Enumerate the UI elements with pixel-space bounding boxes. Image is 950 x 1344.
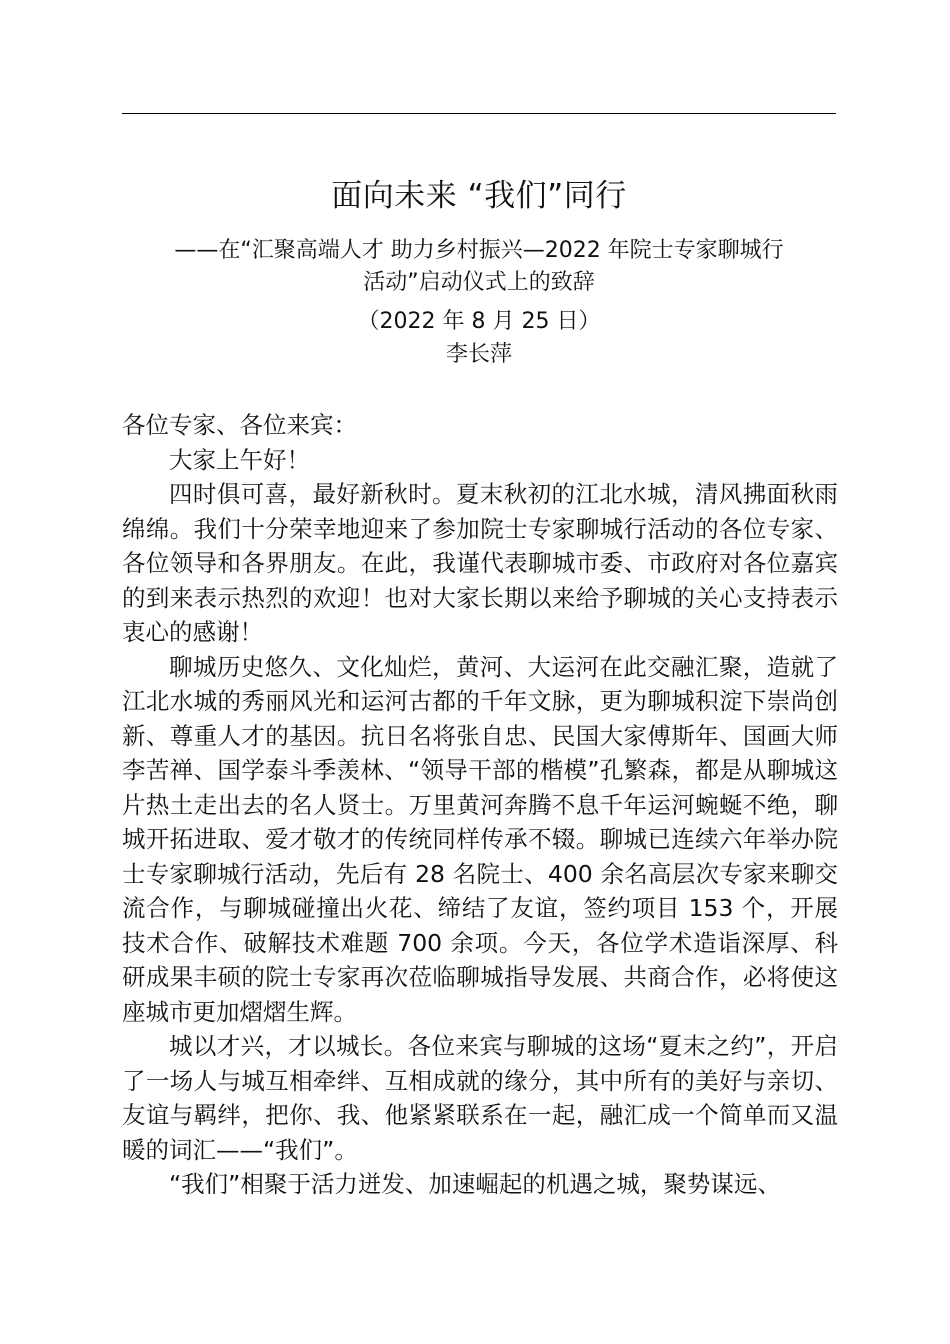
paragraph: “我们”相聚于活力迸发、加速崛起的机遇之城，聚势谋远、	[169, 1170, 781, 1198]
paragraph: 城以才兴，才以城长。各位来宾与聊城的这场“夏末之约”，开启了一场人与城互相牵绊、互相成就的缘分，其中所有的美好与亲切、友谊与羁绊，把你、我、他紧紧联系在一起，融汇成一个简单而又温暖的词汇——“我们”。	[122, 1032, 838, 1164]
paragraph: 大家上午好！	[169, 445, 310, 474]
document-title: 面向未来 “我们”同行	[331, 178, 627, 214]
subtitle-line-2: 活动”启动仪式上的致辞	[363, 270, 595, 295]
author-name: 李长萍	[445, 342, 512, 367]
speech-body	[122, 408, 838, 1202]
header-rule	[122, 113, 836, 114]
paragraph: 聊城历史悠久、文化灿烂，黄河、大运河在此交融汇聚，造就了江北水城的秀丽风光和运河古都的千年文脉，更为聊城积淀下崇尚创新、尊重人才的基因。抗日名将张自忠、民国大家傅斯年、国画大师李苦禅、国学泰斗季羡林、“领导干部的楷模”孔繁森，都是从聊城这片热土走出去的名人贤士。万里黄河奔腾不息千年运河蜿蜒不绝，聊城开拓进取、爱才敬才的传统同样传承不辍。聊城已连续六年举办院士专家聊城行活动，先后有 28 名院士、400 余名高层次专家来聊交流合作，与聊城碰撞出火花、缔结了友谊，签约项目 153 个，开展技术合作、破解技术难题 700 余项。今天，各位学术造诣深厚、科研成果丰硕的院士专家再次莅临聊城指导发展、共商合作，必将使这座城市更加熠熠生辉。	[122, 652, 838, 1026]
subtitle-line-1: ——在“汇聚高端人才 助力乡村振兴—2022 年院士专家聊城行	[174, 238, 784, 263]
salutation: 各位专家、各位来宾：	[122, 411, 357, 439]
paragraph: 四时俱可喜，最好新秋时。夏末秋初的江北水城，清风拂面秋雨绵绵。我们十分荣幸地迎来了参加院士专家聊城行活动的各位专家、各位领导和各界朋友。在此，我谨代表聊城市委、市政府对各位嘉宾的到来表示热烈的欢迎！也对大家长期以来给予聊城的关心支持表示衷心的感谢！	[122, 480, 838, 646]
speech-date: （2022 年 8 月 25 日）	[357, 309, 601, 334]
